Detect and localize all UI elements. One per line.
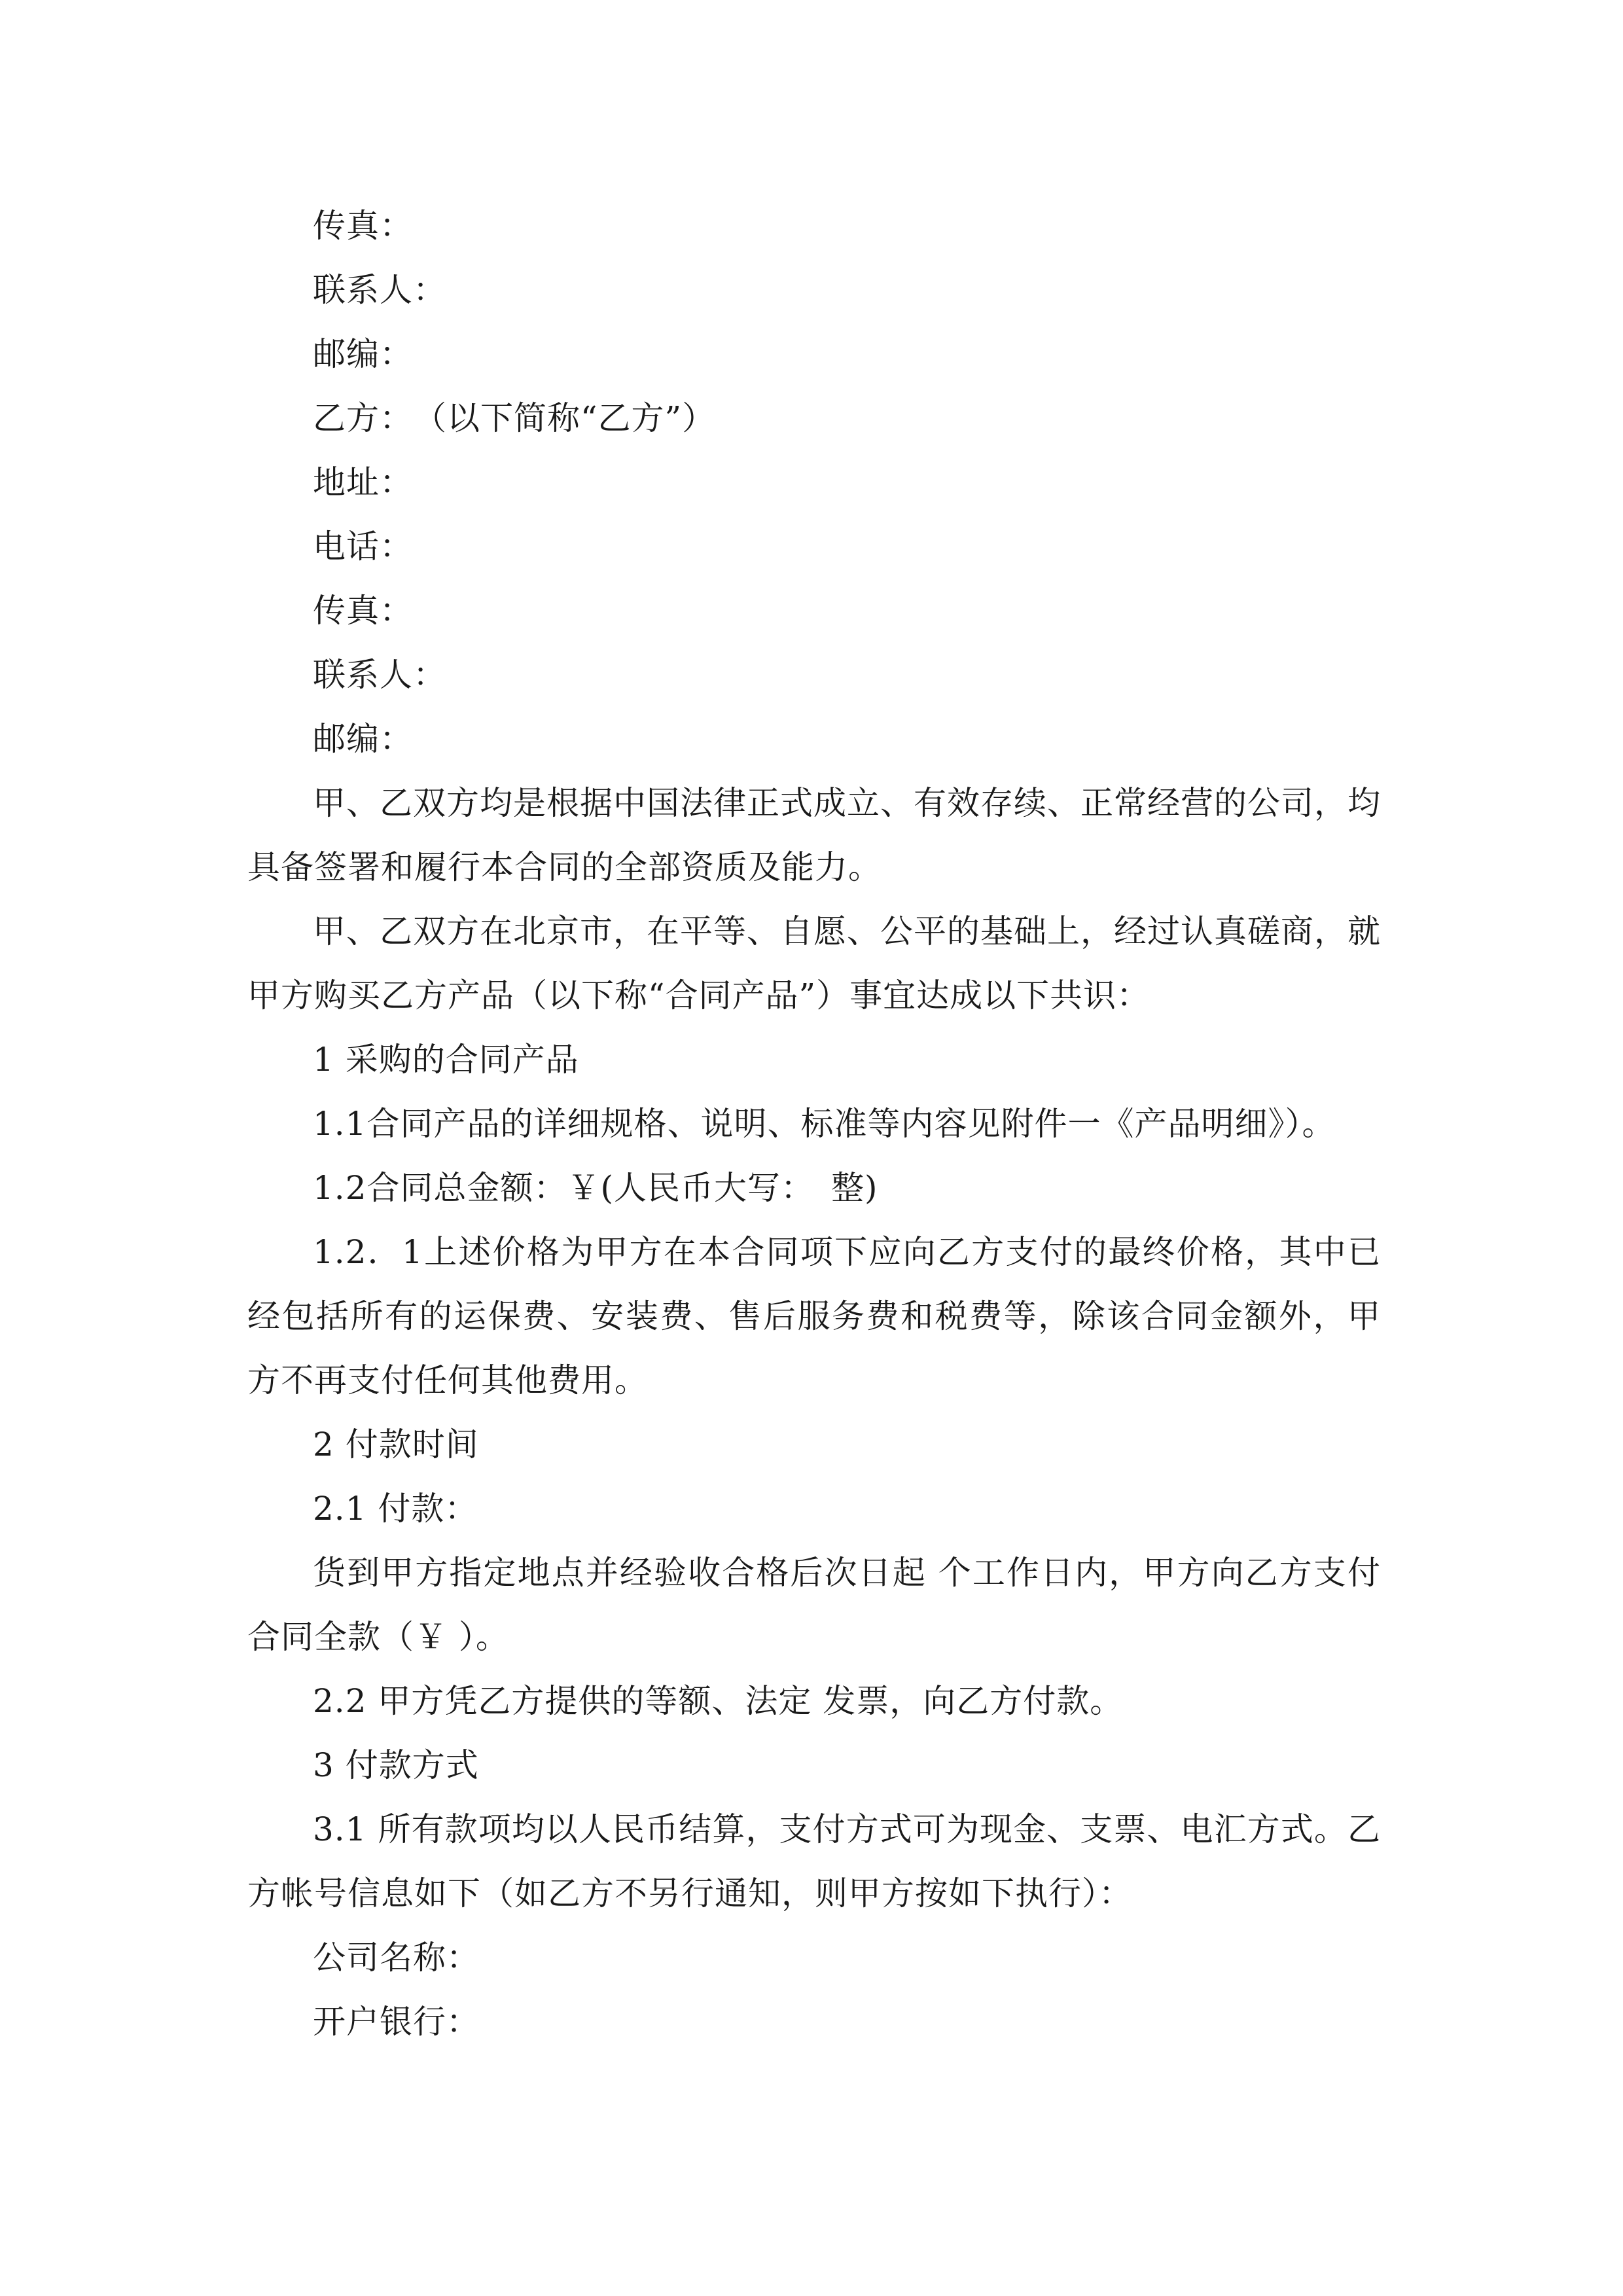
payment-terms-paragraph: 货到甲方指定地点并经验收合格后次日起 个工作日内，甲方向乙方支付合同全款（￥ ）。 — [247, 1554, 1381, 1656]
party-b-label: 乙方： （以下简称“乙方”） — [313, 399, 716, 437]
company-name-label: 公司名称： — [313, 1939, 480, 1977]
clause-1-2: 1.2合同总金额：￥(人民币大写： 整) — [313, 1169, 878, 1207]
clause-2-1: 2.1 付款： — [313, 1490, 478, 1528]
address-label: 地址： — [313, 463, 413, 501]
section-2-heading: 2 付款时间 — [313, 1426, 479, 1463]
consensus-paragraph: 甲、乙双方在北京市，在平等、自愿、公平的基础上，经过认真磋商，就甲方购买乙方产品（以下称“合同产品”）事宜达成以下共识： — [247, 912, 1381, 1014]
party-b-fax-label: 传真： — [313, 592, 413, 630]
clause-1-2-1: 1.2．1上述价格为甲方在本合同项下应向乙方支付的最终价格，其中已经包括所有的运保费、安装费、售后服务费和税费等，除该合同金额外，甲方不再支付任何其他费用。 — [247, 1233, 1381, 1399]
phone-label: 电话： — [313, 528, 413, 565]
clause-3-1: 3.1 所有款项均以人民币结算，支付方式可为现金、支票、电汇方式。乙方帐号信息如下（如乙方不另行通知，则甲方按如下执行）： — [247, 1810, 1381, 1912]
contact-label: 联系人： — [313, 271, 446, 309]
clause-2-2: 2.2 甲方凭乙方提供的等额、法定 发票，向乙方付款。 — [313, 1682, 1124, 1720]
document-body — [247, 194, 1381, 2054]
party-b-contact-label: 联系人： — [313, 656, 446, 694]
party-b-postcode-label: 邮编： — [313, 720, 413, 758]
section-1-heading: 1 采购的合同产品 — [313, 1041, 579, 1079]
postcode-label: 邮编： — [313, 335, 413, 373]
clause-1-1: 1.1合同产品的详细规格、说明、标准等内容见附件一《产品明细》）。 — [313, 1105, 1336, 1143]
qualification-paragraph: 甲、乙双方均是根据中国法律正式成立、有效存续、正常经营的公司，均具备签署和履行本合同的全部资质及能力。 — [247, 784, 1381, 886]
section-3-heading: 3 付款方式 — [313, 1746, 479, 1784]
fax-label: 传真： — [313, 207, 413, 245]
bank-label: 开户银行： — [313, 2003, 480, 2041]
